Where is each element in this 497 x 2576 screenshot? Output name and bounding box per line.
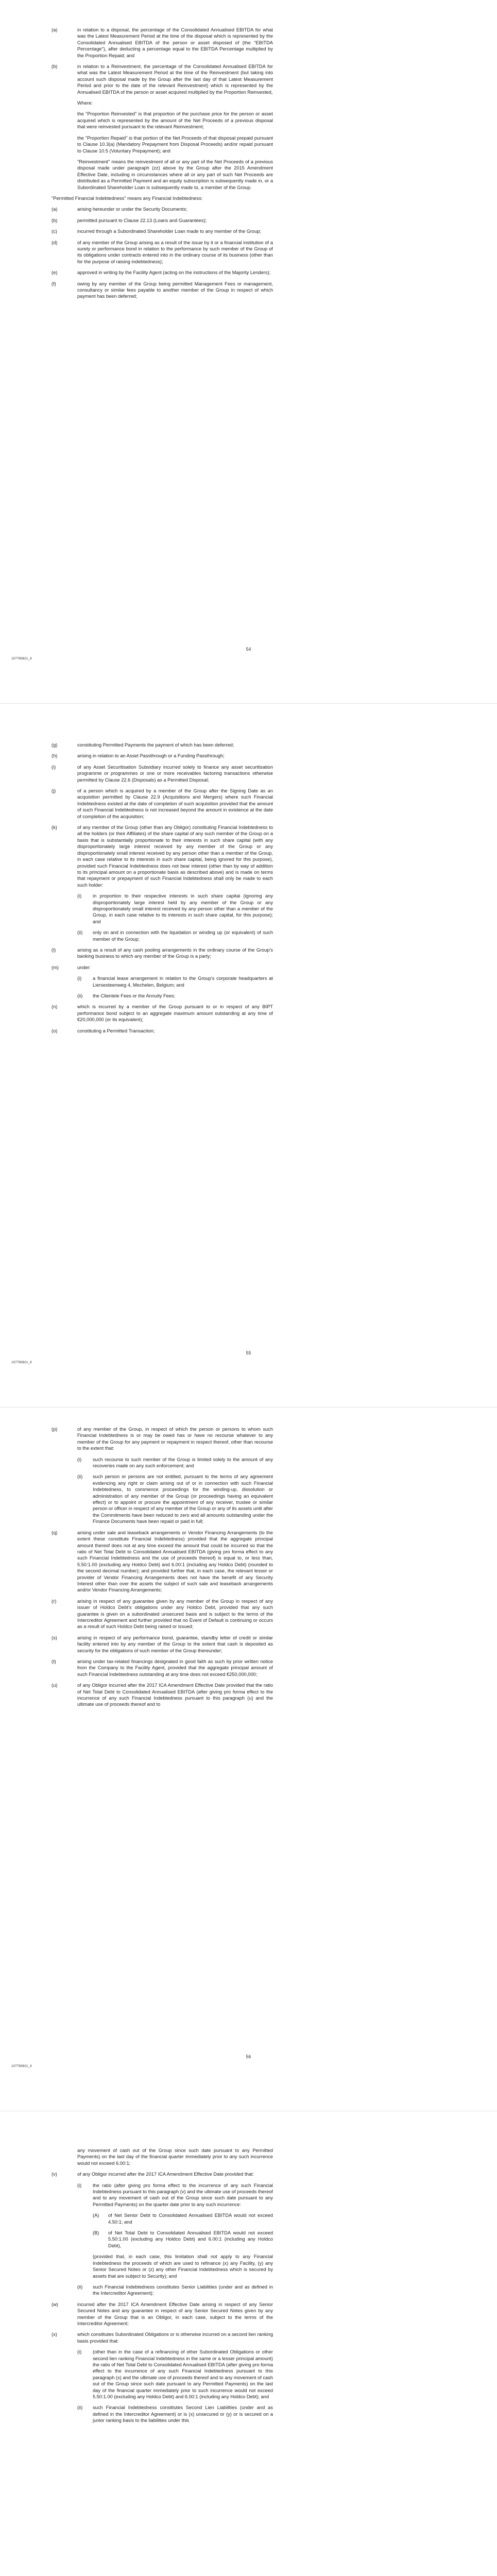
list-item: (s) arising in respect of any performance bond, guarantee, standby letter of credit or similar facility entered into by any member of the Group to the extent that cash is deposited as security for the obligations of such member of the Group thereunder; [52, 1635, 273, 1653]
sub-item: (ii) such Financial Indebtedness constitutes Senior Liabilities (under and as defined in the Intercreditor Agreement); [77, 2284, 273, 2296]
proviso-paragraph: (provided that, in each case, this limitation shall not apply to any Financial Indebtedness the proceeds of which are used to refinance (x) any Facility, (y) any Senior Secured Notes or (z) any other Financial Indebtedness which is secured by assets that are subject to Security); and [93, 2254, 273, 2279]
item-text: of any Asset Securitisation Subsidiary incurred solely to finance any asset securitisation programme or programmes or one or more receivables factoring transactions otherwise permitted by Clause 22.6 (Disposals) as a Permitted Disposal; [77, 764, 273, 783]
document-page-2 [0, 704, 497, 1407]
sub-item: (i) the ratio (after giving pro forma effect to the incurrence of any such Financial Indebtedness pursuant to this paragraph (v) and the ultimate use of proceeds thereof and to any movement of cash out of the Group since such date pursuant to any Permitted Payments) on the quarter date prior to any such incurrence: (A) of Net Senior Debt to Consolidated Annualised EBITDA would not exceed 4.50:1; and (B) of Net Total Debt to Consolidated Annualised EBITDA would not exceed 5.50:1.00 (excluding any Holdco Debt) and 6.00:1 (including any Holdco Debt), (provided that, in each case, this limitation shall not apply to any Financial Indebtedness the proceeds of which are used to refinance (x) any Facility, (y) any Senior Secured Notes or (z) any other Financial Indebtedness which is secured by assets that are subject to Security); and [77, 2182, 273, 2279]
list-item: (q) arising under sale and leaseback arrangements or Vendor Financing Arrangements (to the extent these constitute Financial Indebtedness) provided that the aggregate principal amount thereof does not at any time exceed the amount that could be incurred so that the ratio of Net Total Debt to Consolidated Annualised EBITDA (giving pro forma effect to any such Financial Indebtedness and the use of proceeds thereof) is equal to, or less than, 5.50:1.00 (excluding any Holdco Debt) and 6.00:1 (including any Holdco Debt) (rounded to the second decimal number); and provided further that, in each case, the relevant lessor or provider of Vendor Financing Arrangements does not have the benefit of any Security Interest other than over the assets the subject of such sale and leaseback arrangements and/or Vendor Financing Arrangements; [52, 1530, 273, 1593]
item-text: in relation to a Reinvestment, the percentage of the Consolidated Annualised EBITDA for what was the Latest Measurement Period at the time of the Reinvestment (but taking into account such disposal made by the Group after the last day of that Latest Measurement Period and prior to the date of the relevant Reinvestment) which is represented by the Annualised EBITDA of the person or asset acquired multiplied by the Proportion Reinvested, [77, 64, 273, 95]
list-item: (x) which constitutes Subordinated Obligations or is otherwise incurred on a second lien ranking basis provided that: (i) (other than in the case of a refinancing of other Subordinated Obligations or other second lien ranking Financial Indebtedness in the same or a lesser principal amount) the ratio of Net Total Debt to Consolidated Annualised EBITDA (after giving pro forma effect to the incurrence of any such Financial Indebtedness pursuant to this paragraph (x) and the ultimate use of proceeds thereof and to any movement of cash out of the Group since such date pursuant to any Permitted Payments) on the last day of the financial quarter immediately prior to such incurrence would not exceed 5.50:1.00 (excluding any Holdco Debt) and 6.00:1 (including any Holdco Debt); and (ii) such Financial Indebtedness constitutes Second Lien Liabilities (under and as defined in the Intercreditor Agreement) or is (x) unsecured or (y) or is secured on a junior ranking basis to the liabilities under this [52, 2332, 273, 2424]
sub-item-text: only on and in connection with the liquidation or winding up (or equivalent) of such member of the Group; [93, 930, 273, 942]
list-item: (b) in relation to a Reinvestment, the percentage of the Consolidated Annualised EBITDA for what was the Latest Measurement Period at the time of the Reinvestment (but taking into account such disposal made by the Group after the last day of that Latest Measurement Period and prior to the date of the relevant Reinvestment) which is represented by the Annualised EBITDA of the person or asset acquired multiplied by the Proportion Reinvested, Where: the "Proportion Reinvested" is that proportion of the purchase price for the person or asset acquired which is represented by the amount of the Net Proceeds of a previous disposal that were reinvested pursuant to the relevant Reinvestment; the "Proportion Repaid" is that portion of the Net Proceeds of that disposal prepaid pursuant to Clause 10.3(a) (Mandatory Prepayment from Disposal Proceeds) and/or repaid pursuant to Clause 10.5 (Voluntary Prepayment); and "Reinvestment" means the reinvestment of all or any part of the Net Proceeds of a previous disposal made under paragraph (zz) above by the Group after the 2015 Amendment Effective Date, including in circumstances where all or any part of such Net Proceeds are distributed as a Permitted Payment and an equity subscription is subsequently made in, or a Subordinated Shareholder Loan is subsequently made to, a member of the Group. [52, 64, 273, 190]
sub-item-text: such recourse to such member of the Group is limited solely to the amount of any recoveries made on any such enforcement; and [93, 1456, 273, 1469]
sub-item: (i) (other than in the case of a refinancing of other Subordinated Obligations or other second lien ranking Financial Indebtedness in the same or a lesser principal amount) the ratio of Net Total Debt to Consolidated Annualised EBITDA (after giving pro forma effect to the incurrence of any such Financial Indebtedness pursuant to this paragraph (x) and the ultimate use of proceeds thereof and to any movement of cash out of the Group since such date pursuant to any Permitted Payments) on the last day of the financial quarter immediately prior to such incurrence would not exceed 5.50:1.00 (excluding any Holdco Debt) and 6.00:1 (including any Holdco Debt); and [77, 2349, 273, 2399]
page-1-body [52, 27, 273, 304]
continuation-paragraph: any movement of cash out of the Group since such date pursuant to any Permitted Payments) on the last day of the financial quarter immediately prior to any such incurrence would not exceed 6.00:1; [77, 2148, 273, 2166]
definition-heading: "Permitted Financial Indebtedness" means any Financial Indebtedness: [52, 195, 203, 201]
item-text: which is incurred by a member of the Group pursuant to or in respect of any BIPT performance bond subject to an aggregate maximum amount outstanding at any time of €20,000,000 (or its equivalent); [77, 1004, 273, 1023]
item-text: arising under sale and leaseback arrangements or Vendor Financing Arrangements (to the extent these constitute Financial Indebtedness) provided that the aggregate principal amount thereof does not at any time exceed the amount that could be incurred so that the ratio of Net Total Debt to Consolidated Annualised EBITDA (giving pro forma effect to any such Financial Indebtedness and the use of proceeds thereof) is equal to, or less than, 5.50:1.00 (excluding any Holdco Debt) and 6.00:1 (including any Holdco Debt) (rounded to the second decimal number); and provided further that, in each case, the relevant lessor or provider of Vendor Financing Arrangements does not have the benefit of any Security Interest other than over the assets the subject of such sale and leaseback arrangements and/or Vendor Financing Arrangements; [77, 1530, 273, 1593]
item-text: under: [77, 964, 91, 970]
item-text: arising hereunder or under the Security Documents; [77, 207, 187, 212]
item-text: constituting Permitted Payments the payment of which has been deferred; [77, 742, 234, 748]
list-item: (r) arising in respect of any guarantee given by any member of the Group in respect of any issuer of Holdco Debt's obligations under any Holdco Debt, provided that any such guarantee is given on a subordinated unsecured basis and is subject to the terms of the Intercreditor Agreement and further provided that no Event of Default is continuing or occurs as a result of such Holdco Debt being raised or issued; [52, 1598, 273, 1630]
page-4-body [52, 2147, 273, 2429]
item-text: arising in relation to an Asset Passthrough or a Funding Passthrough; [77, 753, 225, 759]
list-item: (g) constituting Permitted Payments the payment of which has been deferred; [52, 742, 273, 748]
sub-item: (ii) such Financial Indebtedness constitutes Second Lien Liabilities (under and as defined in the Intercreditor Agreement) or is (x) unsecured or (y) or is secured on a junior ranking basis to the liabilities under this [77, 2405, 273, 2424]
list-item: (c) incurred through a Subordinated Shareholder Loan made to any member of the Group; [52, 228, 273, 234]
sub-item-text: a financial lease arrangement in relation to the Group's corporate headquarters at Liersesteenweg 4, Mechelen, Belgium; and [93, 976, 273, 988]
item-text: incurred after the 2017 ICA Amendment Effective Date arising in respect of any Senior Secured Notes and any guarantee in respect of any Senior Secured Notes given by any member of the Group that is an Obligor, in each case, subject to the terms of the Intercreditor Agreement; [77, 2301, 273, 2326]
item-text: arising in respect of any guarantee given by any member of the Group in respect of any issuer of Holdco Debt's obligations under any Holdco Debt, provided that any such guarantee is given on a subordinated unsecured basis and is subject to the terms of the Intercreditor Agreement and further provided that no Event of Default is continuing or occurs as a result of such Holdco Debt being raised or issued; [77, 1598, 273, 1630]
sub-item: (ii) only on and in connection with the liquidation or winding up (or equivalent) of such member of the Group; [77, 930, 273, 942]
list-item: (l) arising as a result of any cash pooling arrangements in the ordinary course of the Group's banking business to which any member of the Group is a party; [52, 947, 273, 959]
item-text: constituting a Permitted Transaction; [77, 1028, 155, 1033]
sub-item-text: (other than in the case of a refinancing of other Subordinated Obligations or other second lien ranking Financial Indebtedness in the same or a lesser principal amount) the ratio of Net Total Debt to Consolidated Annualised EBITDA (after giving pro forma effect to the incurrence of any such Financial Indebtedness pursuant to this paragraph (x) and the ultimate use of proceeds thereof and to any movement of cash out of the Group since such date pursuant to any Permitted Payments) on the last day of the financial quarter immediately prior to such incurrence would not exceed 5.50:1.00 (excluding any Holdco Debt) and 6.00:1 (including any Holdco Debt); and [93, 2349, 273, 2399]
list-item: (w) incurred after the 2017 ICA Amendment Effective Date arising in respect of any Senior Secured Notes and any guarantee in respect of any Senior Secured Notes given by any member of the Group that is an Obligor, in each case, subject to the terms of the Intercreditor Agreement; [52, 2301, 273, 2326]
document-id: 107765821_6 [11, 1361, 32, 1364]
document-id: 107765821_6 [11, 657, 32, 660]
paragraph: the "Proportion Reinvested" is that proportion of the purchase price for the person or asset acquired which is represented by the amount of the Net Proceeds of a previous disposal that were reinvested pursuant to the relevant Reinvestment; [77, 111, 273, 130]
page-number: 55 [246, 1350, 251, 1355]
list-item: (i) of any Asset Securitisation Subsidiary incurred solely to finance any asset securitisation programme or programmes or one or more receivables factoring transactions otherwise permitted by Clause 22.6 (Disposals) as a Permitted Disposal; [52, 764, 273, 783]
sub-item: (ii) such person or persons are not entitled, pursuant to the terms of any agreement evidencing any right or claim arising out of or in connection with such Financial Indebtedness, to commence proceedings for the winding-up, dissolution or administration of any member of the Group (or proceedings having an equivalent effect) or to appoint or procure the appointment of any receiver, trustee or similar person or officer in respect of any member of the Group or any of its assets until after the Commitments have been reduced to zero and all amounts outstanding under the Finance Documents have been repaid or paid in full; [77, 1474, 273, 1524]
sub-item-text: the Clientele Fees or the Annuity Fees; [93, 993, 176, 998]
list-item: (p) of any member of the Group, in respect of which the person or persons to whom such Financial Indebtedness is or may be owed has or have no recourse whatever to any member of the Group for any payment or repayment in respect thereof, other than recourse to the extent that: (i) such recourse to such member of the Group is limited solely to the amount of any recoveries made on any such enforcement; and (ii) such person or persons are not entitled, pursuant to the terms of any agreement evidencing any right or claim arising out of or in connection with such Financial Indebtedness, to commence proceedings for the winding-up, dissolution or administration of any member of the Group (or proceedings having an equivalent effect) or to appoint or procure the appointment of any receiver, trustee or similar person or officer in respect of any member of the Group or any of its assets until after the Commitments have been reduced to zero and all amounts outstanding under the Finance Documents have been repaid or paid in full; [52, 1427, 273, 1524]
list-item: (o) constituting a Permitted Transaction; [52, 1028, 273, 1034]
item-text: in relation to a disposal, the percentage of the Consolidated Annualised EBITDA for what was the Latest Measurement Period at the time of the disposal which is represented by the Consolidated Annualised EBITDA of the person or asset disposed of (the "EBITDA Percentage"), after deducting a percentage equal to the EBITDA Percentage multiplied by the Proportion Repaid; and [77, 27, 273, 58]
sub-item-text: in proportion to their respective interests in such share capital (ignoring any disproportionately large interest held by any member of the Group or any disproportionately small interest received by any person other than a member of the Group, in each case relative to its interests in such share capital, for this purpose); and [93, 893, 273, 924]
list-item: (u) of any Obligor incurred after the 2017 ICA Amendment Effective Date provided that the ratio of Net Total Debt to Consolidated Annualised EBITDA (after giving pro forma effect to the incurrence of any such Financial Indebtedness pursuant to this paragraph (u) and the ultimate use of proceeds thereof and to [52, 1683, 273, 1707]
list-item: (m) under: (i) a financial lease arrangement in relation to the Group's corporate headquarters at Liersesteenweg 4, Mechelen, Belgium; and (ii) the Clientele Fees or the Annuity Fees; [52, 964, 273, 998]
item-text: owing by any member of the Group being permitted Management Fees or management, consultancy or similar fees payable to another member of the Group in respect of which payment has been deferred; [77, 281, 273, 299]
page-number: 54 [246, 647, 251, 652]
list-item: (v) of any Obligor incurred after the 2017 ICA Amendment Effective Date provided that: (i) the ratio (after giving pro forma effect to the incurrence of any such Financial Indebtedness pursuant to this paragraph (v) and the ultimate use of proceeds thereof and to any movement of cash out of the Group since such date pursuant to any Permitted Payments) on the quarter date prior to any such incurrence: (A) of Net Senior Debt to Consolidated Annualised EBITDA would not exceed 4.50:1; and (B) of Net Total Debt to Consolidated Annualised EBITDA would not exceed 5.50:1.00 (excluding any Holdco Debt) and 6.00:1 (including any Holdco Debt), (provided that, in each case, this limitation shall not apply to any Financial Indebtedness the proceeds of which are used to refinance (x) any Facility, (y) any Senior Secured Notes or (z) any other Financial Indebtedness which is secured by assets that are subject to Security); and (ii) such Financial Indebtedness constitutes Senior Liabilities (under and as defined in the Intercreditor Agreement); [52, 2172, 273, 2296]
item-text: incurred through a Subordinated Shareholder Loan made to any member of the Group; [77, 229, 262, 234]
item-text: which constitutes Subordinated Obligations or is otherwise incurred on a second lien ranking basis provided that: [77, 2332, 273, 2344]
item-text: arising under tax-related financings designated in good faith as such by prior written notice from the Company to the Facility Agent, provided that the aggregate principal amount of such Financial Indebtedness outstanding at any time does not exceed €250,000,000; [77, 1659, 273, 1677]
list-item: (t) arising under tax-related financings designated in good faith as such by prior written notice from the Company to the Facility Agent, provided that the aggregate principal amount of such Financial Indebtedness outstanding at any time does not exceed €250,000,000; [52, 1659, 273, 1677]
sub-sub-item-text: of Net Total Debt to Consolidated Annualised EBITDA would not exceed 5.50:1.00 (excluding any Holdco Debt) and 6.00:1 (including any Holdco Debt), [108, 2230, 273, 2248]
document-page-3 [0, 1408, 497, 2111]
document-id: 107765821_6 [11, 2064, 32, 2068]
sub-item: (i) a financial lease arrangement in relation to the Group's corporate headquarters at Liersesteenweg 4, Mechelen, Belgium; and [77, 976, 273, 988]
sub-item-text: such person or persons are not entitled, pursuant to the terms of any agreement evidencing any right or claim arising out of or in connection with such Financial Indebtedness, to commence proceedings for the winding-up, dissolution or administration of any member of the Group (or proceedings having an equivalent effect) or to appoint or procure the appointment of any receiver, trustee or similar person or officer in respect of any member of the Group or any of its assets until after the Commitments have been reduced to zero and all amounts outstanding under the Finance Documents have been repaid or paid in full; [93, 1474, 273, 1524]
sub-item-text: the ratio (after giving pro forma effect to the incurrence of any such Financial Indebtedness pursuant to this paragraph (v) and the ultimate use of proceeds thereof and to any movement of cash out of the Group since such date pursuant to any Permitted Payments) on the quarter date prior to any such incurrence: [93, 2182, 273, 2207]
page-number: 56 [246, 2054, 251, 2059]
sub-item-text: such Financial Indebtedness constitutes Second Lien Liabilities (under and as defined in the Intercreditor Agreement) or is (x) unsecured or (y) or is secured on a junior ranking basis to the liabilities under this [93, 2405, 273, 2424]
item-text: of any Obligor incurred after the 2017 ICA Amendment Effective Date provided that: [77, 2172, 254, 2177]
sub-sub-item: (B) of Net Total Debt to Consolidated Annualised EBITDA would not exceed 5.50:1.00 (excluding any Holdco Debt) and 6.00:1 (including any Holdco Debt), [93, 2230, 273, 2248]
list-item: (b) permitted pursuant to Clause 22.13 (Loans and Guarantees); [52, 217, 273, 224]
sub-item: (i) such recourse to such member of the Group is limited solely to the amount of any recoveries made on any such enforcement; and [77, 1456, 273, 1469]
sub-item-text: such Financial Indebtedness constitutes Senior Liabilities (under and as defined in the Intercreditor Agreement); [93, 2284, 273, 2296]
sub-item: (ii) the Clientele Fees or the Annuity Fees; [77, 993, 273, 999]
item-text: of any member of the Group arising as a result of the issue by it or a financial institution of a surety or performance bond in relation to the performance by such member of the Group of its obligations under contracts entered into in the ordinary course of its business (other than for the purpose of raising indebtedness); [77, 240, 273, 264]
paragraph: "Reinvestment" means the reinvestment of all or any part of the Net Proceeds of a previous disposal made under paragraph (zz) above by the Group after the 2015 Amendment Effective Date, including in circumstances where all or any part of such Net Proceeds are distributed as a Permitted Payment and an equity subscription is subsequently made in, or a Subordinated Shareholder Loan is subsequently made to, a member of the Group. [77, 159, 273, 190]
item-text: of any member of the Group, in respect of which the person or persons to whom such Financial Indebtedness is or may be owed has or have no recourse whatever to any member of the Group for any payment or repayment in respect thereof, other than recourse to the extent that: [77, 1427, 273, 1451]
sub-item: (i) in proportion to their respective interests in such share capital (ignoring any disproportionately large interest held by any member of the Group or any disproportionately small interest received by any person other than a member of the Group, in each case relative to its interests in such share capital, for this purpose); and [77, 893, 273, 924]
paragraph: the "Proportion Repaid" is that portion of the Net Proceeds of that disposal prepaid pursuant to Clause 10.3(a) (Mandatory Prepayment from Disposal Proceeds) and/or repaid pursuant to Clause 10.5 (Voluntary Prepayment); and [77, 135, 273, 154]
item-text: of any Obligor incurred after the 2017 ICA Amendment Effective Date provided that the ratio of Net Total Debt to Consolidated Annualised EBITDA (after giving pro forma effect to the incurrence of any such Financial Indebtedness pursuant to this paragraph (u) and the ultimate use of proceeds thereof and to [77, 1683, 273, 1707]
sub-sub-item-text: of Net Senior Debt to Consolidated Annualised EBITDA would not exceed 4.50:1; and [108, 2213, 273, 2225]
item-text: of a person which is acquired by a member of the Group after the Signing Date as an acquisition permitted by Clause 22.9 (Acquisitions and Mergers) where such Financial Indebtedness existed at the date of completion of such acquisition provided that the amount of such Financial Indebtedness is not increased beyond the amount in existence at the date of completion of the acquisition; [77, 788, 273, 819]
list-item: (d) of any member of the Group arising as a result of the issue by it or a financial institution of a surety or performance bond in relation to the performance by such member of the Group of its obligations under contracts entered into in the ordinary course of its business (other than for the purpose of raising indebtedness); [52, 240, 273, 264]
list-item: (j) of a person which is acquired by a member of the Group after the Signing Date as an acquisition permitted by Clause 22.9 (Acquisitions and Mergers) where such Financial Indebtedness existed at the date of completion of such acquisition provided that the amount of such Financial Indebtedness is not increased beyond the amount in existence at the date of completion of the acquisition; [52, 788, 273, 819]
list-item: (h) arising in relation to an Asset Passthrough or a Funding Passthrough; [52, 753, 273, 759]
document-page-4 [0, 2111, 497, 2576]
list-item: (n) which is incurred by a member of the Group pursuant to or in respect of any BIPT performance bond subject to an aggregate maximum amount outstanding at any time of €20,000,000 (or its equivalent); [52, 1004, 273, 1023]
list-item: (k) of any member of the Group (other than any Obligor) constituting Financial Indebtedness to all the holders (or their Affiliates) of the share capital of any such member of the Group on a basis that is substantially proportionate to their interests in such share capital (with any disproportionately large interest received by any member of the Group or any disproportionately small interest received by any person other than a member of the Group, in each case relative to its interests in such share capital, being ignored for this purpose), provided such Financial Indebtedness does not bear interest (other than by way of addition to its principal amount on a proportionate basis as described above) and is made on terms that repayment or prepayment of such Financial Indebtedness shall only be made to each such holder: (i) in proportion to their respective interests in such share capital (ignoring any disproportionately large interest held by any member of the Group or any disproportionately small interest received by any person other than a member of the Group, in each case relative to its interests in such share capital, for this purpose); and (ii) only on and in connection with the liquidation or winding up (or equivalent) of such member of the Group; [52, 825, 273, 942]
item-text: approved in writing by the Facility Agent (acting on the instructions of the Majority Lenders); [77, 270, 271, 276]
sub-sub-item: (A) of Net Senior Debt to Consolidated Annualised EBITDA would not exceed 4.50:1; and [93, 2213, 273, 2225]
item-text: arising as a result of any cash pooling arrangements in the ordinary course of the Group's banking business to which any member of the Group is a party; [77, 947, 273, 959]
item-text: arising in respect of any performance bond, guarantee, standby letter of credit or similar facility entered into by any member of the Group to the extent that cash is deposited as security for the obligations of such member of the Group thereunder; [77, 1635, 273, 1653]
paragraph: Where: [77, 100, 93, 106]
document-page-1 [0, 0, 497, 703]
page-2-body [52, 742, 273, 1039]
list-item: (f) owing by any member of the Group being permitted Management Fees or management, consultancy or similar fees payable to another member of the Group in respect of which payment has been deferred; [52, 281, 273, 299]
item-text: of any member of the Group (other than any Obligor) constituting Financial Indebtedness to all the holders (or their Affiliates) of the share capital of any such member of the Group on a basis that is substantially proportionate to their interests in such share capital (with any disproportionately large interest received by any member of the Group or any disproportionately small interest received by any person other than a member of the Group, in each case relative to its interests in such share capital, being ignored for this purpose), provided such Financial Indebtedness does not bear interest (other than by way of addition to its principal amount on a proportionate basis as described above) and is made on terms that repayment or prepayment of such Financial Indebtedness shall only be made to each such holder: [77, 825, 273, 888]
item-text: permitted pursuant to Clause 22.13 (Loans and Guarantees); [77, 217, 207, 223]
page-3-body [52, 1426, 273, 1713]
list-item: (e) approved in writing by the Facility Agent (acting on the instructions of the Majority Lenders); [52, 269, 273, 276]
list-item: (a) arising hereunder or under the Security Documents; [52, 206, 273, 212]
list-item: (a) in relation to a disposal, the percentage of the Consolidated Annualised EBITDA for what was the Latest Measurement Period at the time of the disposal which is represented by the Consolidated Annualised EBITDA of the person or asset disposed of (the "EBITDA Percentage"), after deducting a percentage equal to the EBITDA Percentage multiplied by the Proportion Repaid; and [52, 27, 273, 58]
